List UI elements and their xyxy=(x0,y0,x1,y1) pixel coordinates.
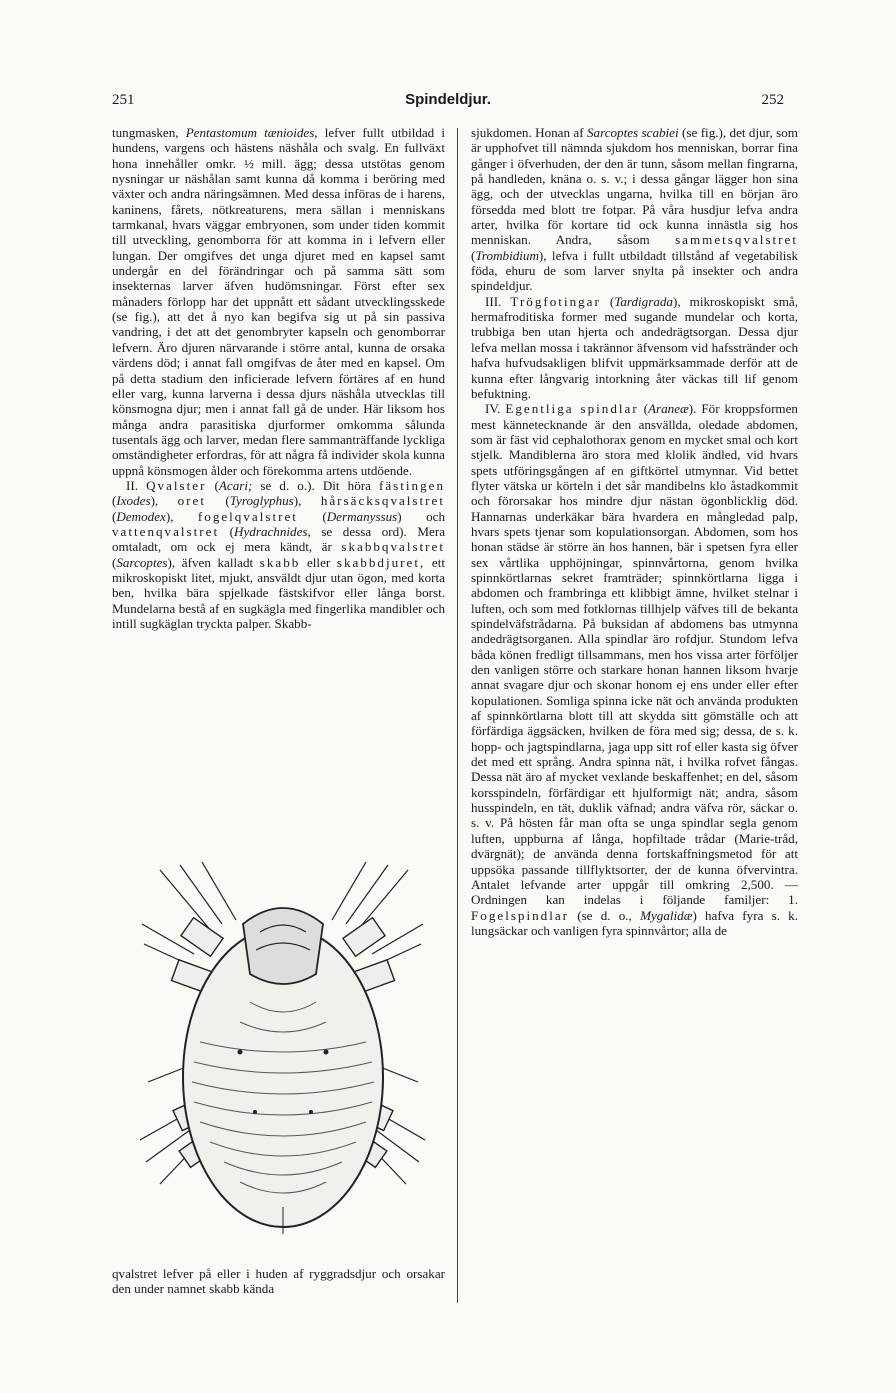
species-name: Hydrachnides, xyxy=(234,523,311,539)
species-name: Acari; xyxy=(218,477,253,493)
species-name: Sarcoptes xyxy=(116,554,168,570)
page-title: Spindeldjur. xyxy=(405,91,491,108)
spaced-term: fogelqvalstret xyxy=(197,508,298,524)
text-run: se dessa ord). Mera omtaladt, om ock ej mera kändt, är xyxy=(112,523,446,555)
species-name: Trombidium xyxy=(475,247,539,263)
text-run: eller xyxy=(300,554,337,570)
species-name: Tardigrada xyxy=(614,293,673,309)
text-run: se d. o.). Dit höra xyxy=(252,477,379,493)
text-run: ), xyxy=(165,508,198,524)
left-column xyxy=(112,125,445,631)
text-run: ), mikroskopiskt små, hermafroditiska former med sugande mundelar och korta, trubbiga ben utan hjerta och andedrägtsorgan. Dessa djur lefva mellan mossa i takrännor äfvensom vid hafsstränder och hafva hufvudsakligen blifvit uppmärksammade derför att de kunna efter långvarig intorkning åter väckas till lif genom befuktning. xyxy=(471,293,798,401)
text-run: sjukdomen. Honan af xyxy=(471,125,587,140)
spaced-term: hårsäcksqvalstret xyxy=(320,493,445,509)
species-name: Tyroglyphus xyxy=(229,493,294,509)
text-run: ( xyxy=(638,401,649,417)
text-run: ) och xyxy=(397,508,445,524)
spaced-term: Egentliga spindlar xyxy=(505,401,639,417)
species-name: Mygalidæ xyxy=(640,907,693,923)
left-paragraph-1 xyxy=(112,125,445,478)
right-paragraph-3 xyxy=(471,401,798,938)
spaced-term: vattenqvalstret xyxy=(112,523,220,539)
text-run: II. xyxy=(126,477,147,493)
right-paragraph-1 xyxy=(471,125,798,294)
column-divider xyxy=(457,128,458,1303)
text-run: ( xyxy=(112,554,117,570)
spaced-term: sammetsqvalstret xyxy=(675,232,798,248)
text-run: ( xyxy=(112,493,117,509)
text-run: ), xyxy=(293,493,321,509)
text-run: ( xyxy=(205,493,230,509)
text-run: ), äfven kalladt xyxy=(167,554,260,570)
spaced-term: Fogelspindlar xyxy=(471,907,570,923)
text-run: ). För kroppsformen mest kännetecknande är den ansvällda, oledade abdomen, som är fäst vid cephalothorax genom en mycket smal och kort stjelk. Mandiblerna äro stora med klolik ändled, vid hvars spets utföringsgången af en giftkörtel utmynnar. Vid bettet flyter vätska ur körteln i det sår mandibelns klo åstadkommit och förorsakar hos mindre djur nästan ögonblicklig död. Hannarnas underkäkar bära hvardera en mångledad palp, hvars spets tjenar som kopulationsorgan. Abdomen, som hos honan städse är större än hos hannen, bär i spetsen fyra eller sex vårtlika upphöjningar, spinnvårtorna, genom hvilka spinnkörtlarnas sekret framträder; spinnkörtlarna ligga i abdomen och frambringa ett klibbigt ämne, hvilket stelnar i luften, och som med fotklornas tillhjelp väfves till de bekanta spindelväfstrådarna. På buksidan af abdomens bas utmynna andedrägtsorganen. Alla spindlar äro rofdjur. Stundom lefva båda könen fredligt tillsammans, men hos vissa arter förföljer den vanligen större och starkare honan hannen liksom hvarje annat svagare djur och skonar honom ej ens under eller efter kopulationen. Somliga spinna icke nät och använda produkten af spinnkörtlarna blott till att skydda sitt gömställe och att förfärdiga äggsäcken, hvilken de föra med sig; dessa, de s. k. hopp- och jagtspindlarna, jaga upp sitt rof eller kasta sig öfver det med ett språng. Andra spinna nät, i hvilka rofvet fångas. Dessa nät äro af mycket vexlande beskaffenhet; en del, såsom korsspindeln, förfärdigar ett hjulformigt nät; andra, såsom husspindeln, en tät, duklik väfnad; andra väfva rör, säckar o. s. v. På hösten får man ofta se unga spindlar segla genom luften, uppburna af långa, hopfiltade trådar (Marie-tråd, dvärgnät); de använda denna fortskaffningsmetod för att uppsöka passande tillflyktsorter, der de kunna öfvervintra. Antalet lefvande arter uppgår till omkring 2,500. — Ordningen kan indelas i följande familjer: 1. xyxy=(471,401,798,908)
spaced-term: skabbdjuret, xyxy=(336,554,426,570)
spaced-term: skabbqvalstret xyxy=(341,539,445,555)
right-column xyxy=(471,125,798,938)
caption-text: qvalstret lefver på eller i huden af ryggradsdjur och orsakar den under namnet skabb kända xyxy=(112,1266,445,1297)
text-run: (se fig.), det djur, som är upphofvet till nämnda sjukdom hos menniskan, borrar fina gånger i öfverhuden, der den är tunn, såsom mellan fingrarna, på handleden, knäna o. s. v.; i dessa gångar lägger hon sina ägg, och der utvecklas ungarna, hvilka till en början äro försedda med blott tre fotpar. På våra husdjur lefva andra arter, hvilka för kortare tid ock kunna innästla sig hos menniskan. Andra, såsom xyxy=(471,125,798,248)
text-run: (se d. o., xyxy=(569,907,641,923)
text-run: IV. xyxy=(485,401,506,417)
text-run: ( xyxy=(206,477,219,493)
spaced-term: oret xyxy=(177,493,206,509)
text-run: ( xyxy=(219,523,235,539)
spaced-term: skabb xyxy=(259,554,301,570)
text-run: ( xyxy=(600,293,615,309)
species-name: Demodex xyxy=(116,508,166,524)
page-number-right: 252 xyxy=(761,92,784,108)
species-name: Ixodes xyxy=(116,493,151,509)
left-paragraph-2 xyxy=(112,478,445,631)
spaced-term: Trögfotingar xyxy=(510,293,601,309)
right-paragraph-2 xyxy=(471,294,798,401)
text-run: ), lefva i fullt utbildadt tillstånd af vegetabilisk föda, ehuru de som larver snylta på insekter och andra spindeldjur. xyxy=(471,247,798,294)
species-name: Dermanyssus xyxy=(326,508,398,524)
species-name: Sarcoptes scabiei xyxy=(587,125,679,140)
text-run: ), xyxy=(150,493,178,509)
text-run: lefver fullt utbildad i hundens, vargens och hästens näshåla och svalg. En fullväxt hona innehåller omkr. ½ mill. ägg; dessa utstötas genom nysningar ur näshålan samt kunna då komma i beröring med växter och andra näringsämnen. Med dessa införas de i harens, kaninens, fårets, nötkreaturens, mera sällan i menniskans tarmkanal, hvars väggar embryonen, som under tiden kommit till utveckling, genomborra för att komma in i lefvern eller lungan. Der omgifves det unga djuret med en kapsel samt undergår en del förändringar och på samma sätt som insekternas larver äfven hudömsningar. Först efter sex månaders förlopp har det uppnått ett sådant utvecklingsskede (se fig.), att det å nyo kan begifva sig ut på sin passiva vandring, i det att det genombryter kapseln och genomborrar lefvern. Äro djuren närvarande i större antal, kunna de orsaka värdens död; i annat fall omgifvas de åter med en kapsel. Om på detta stadium den inficierade lefvern förtäres af en hund eller varg, kunna larverna i dessa djurs näshåla utvecklas till könsmogna djur; men i annat fall gå de under. Här liksom hos många andra parasitiska djurformer omkomma sålunda tusentals ägg och larver, medan flere sammanträffande lyckliga omständigheter erfordras, för att några få individer skola kunna uppnå könsmogen ålder och förekomma artens utdöende. xyxy=(112,125,445,478)
species-name: Araneæ xyxy=(648,401,689,417)
text-run: ett mikroskopiskt litet, mjukt, ansväldt djur utan ögon, med korta ben, hvilka bära spjelkade fästskifvor eller långa borst. Mundelarna bestå af en sugkägla med fingerlika mandibler och intill sugkäglan tryckta palper. Skabb- xyxy=(112,554,445,631)
figure-caption xyxy=(112,1266,445,1297)
page-number-left: 251 xyxy=(112,92,135,108)
text-run: ( xyxy=(471,247,476,263)
text-run: ) hafva fyra s. k. lungsäckar och vanligen fyra spinnvårtor; alla de xyxy=(471,907,798,938)
text-run: ( xyxy=(297,508,327,524)
text-run: ( xyxy=(112,508,117,524)
spaced-term: Qvalster xyxy=(146,477,207,493)
spaced-term: fästingen xyxy=(379,477,445,493)
mite-illustration xyxy=(140,862,425,1250)
text-run: III. xyxy=(485,293,511,309)
page-header xyxy=(112,92,784,116)
species-name: Pentastomum tænioides, xyxy=(185,125,318,140)
text-run: tungmasken, xyxy=(112,125,186,140)
